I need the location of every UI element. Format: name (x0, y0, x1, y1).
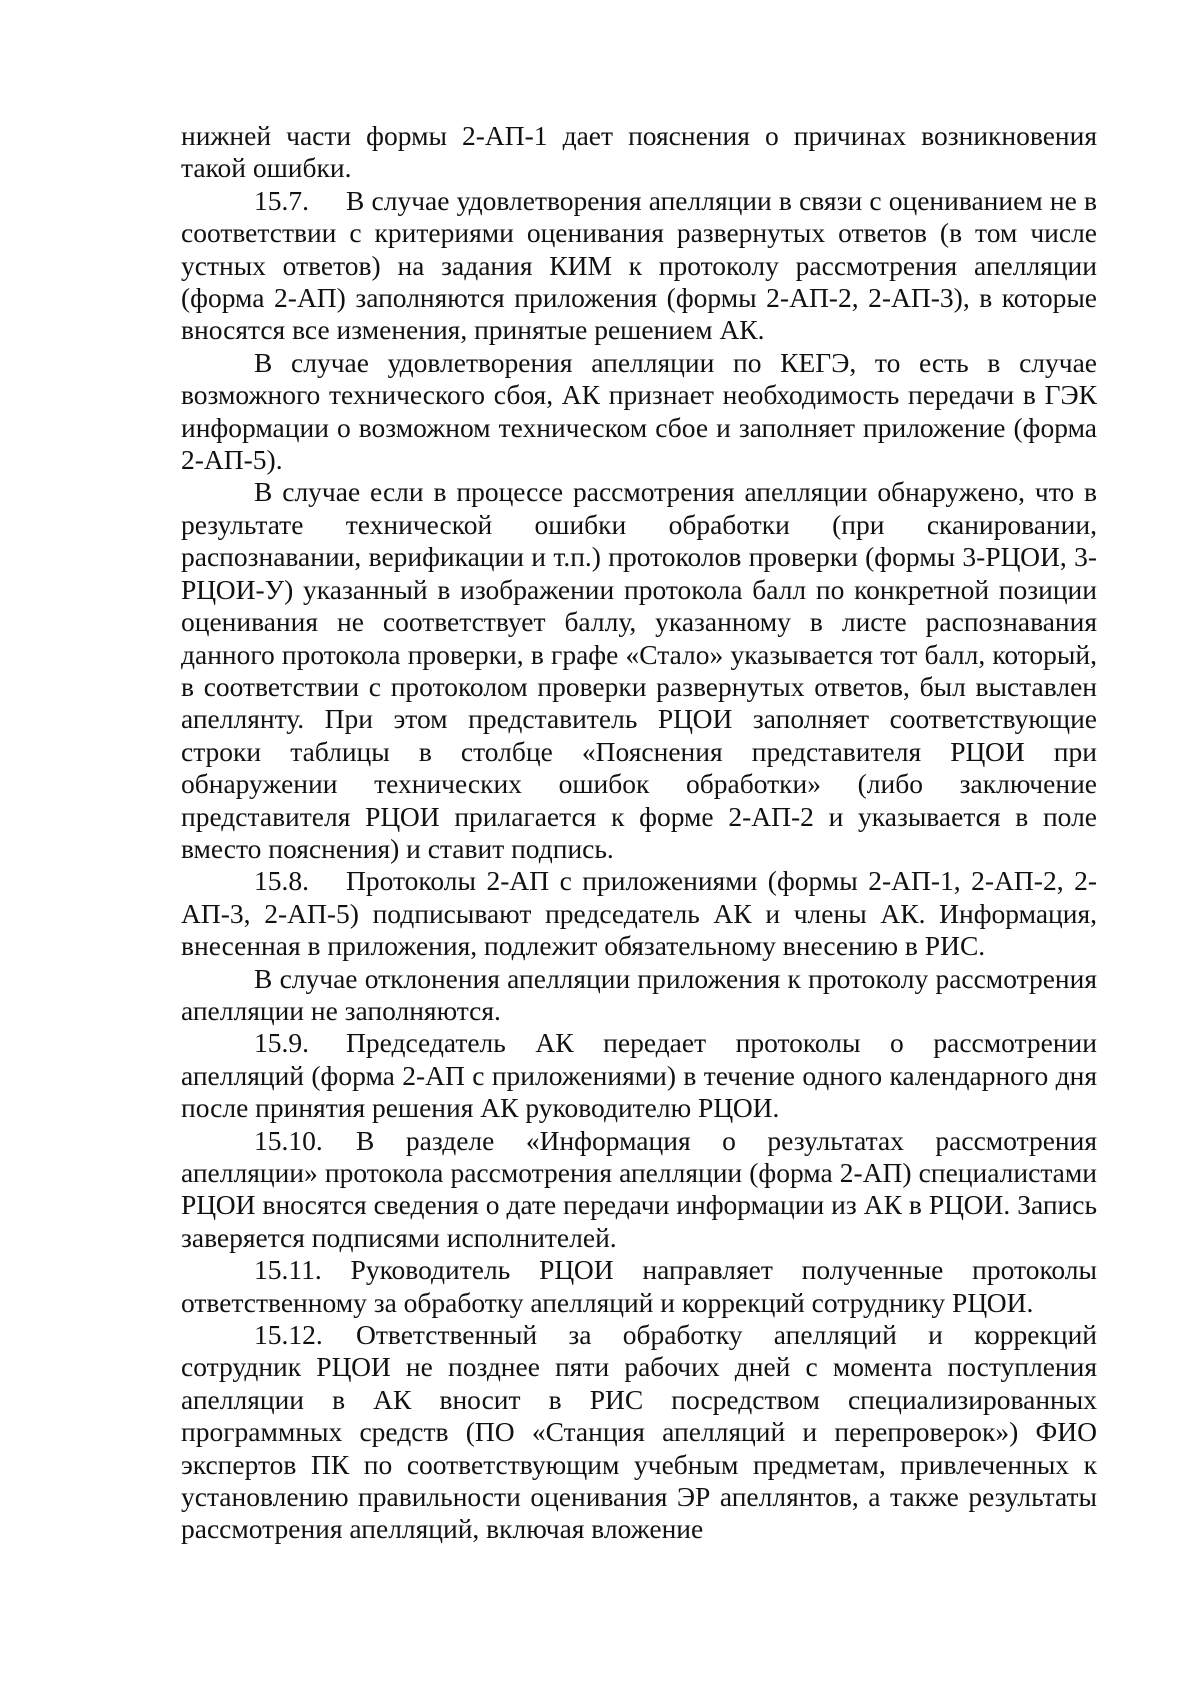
paragraph-number: 15.9. (254, 1027, 309, 1059)
paragraph-text: В случае удовлетворения апелляции в связи с оцениванием не в соответствии с критериями оценивания развернутых ответов (в том числе устных ответов) на задания КИМ к протоколу рассмотрения апелляции (форма 2-АП) заполняются приложения (формы 2-АП-2, 2-АП-3), в которые вносятся все изменения, принятые решением АК. (181, 184, 1097, 346)
paragraph-text: Председатель АК передает протоколы о рассмотрении апелляций (форма 2-АП с приложениями) в течение одного календарного дня после принятия решения АК руководителю РЦОИ. (181, 1027, 1097, 1124)
paragraph-15-8 (181, 865, 1097, 962)
paragraph-15-7 (181, 185, 1097, 347)
paragraph-number: 15.7. (254, 184, 309, 216)
paragraph-15-10 (181, 1125, 1097, 1255)
paragraph-text: В случае отклонения апелляции приложения к протоколу рассмотрения апелляции не заполняются. (181, 962, 1097, 1026)
paragraph-15-11 (181, 1254, 1097, 1319)
paragraph-text: Ответственный за обработку апелляций и коррекций сотрудник РЦОИ не позднее пяти рабочих дней с момента поступления апелляции в АК вносит в РИС посредством специализированных программных средств (ПО «Станция апелляций и перепроверок») ФИО экспертов ПК по соответствующим учебным предметам, привлеченных к установлению правильности оценивания ЭР апеллянтов, а также результаты рассмотрения апелляций, включая вложение (181, 1319, 1097, 1545)
paragraph-number: 15.11. (254, 1254, 322, 1286)
paragraph-kege (181, 347, 1097, 477)
paragraph-text: В разделе «Информация о результатах рассмотрения апелляции» протокола рассмотрения апелляции (форма 2-АП) специалистами РЦОИ вносятся сведения о дате передачи информации из АК в РЦОИ. Запись заверяется подписями исполнителей. (181, 1124, 1097, 1253)
paragraph-text: Протоколы 2-АП с приложениями (формы 2-АП-1, 2-АП-2, 2-АП-3, 2-АП-5) подписывают председатель АК и члены АК. Информация, внесенная в приложения, подлежит обязательному внесению в РИС. (181, 865, 1097, 962)
paragraph-technical-error (181, 476, 1097, 865)
paragraph-text: В случае если в процессе рассмотрения апелляции обнаружено, что в результате технической ошибки обработки (при сканировании, распознавании, верификации и т.п.) протоколов проверки (формы 3-РЦОИ, 3-РЦОИ-У) указанный в изображении протокола балл по конкретной позиции оценивания не соответствует баллу, указанному в листе распознавания данного протокола проверки, в графе «Стало» указывается тот балл, который, в соответствии с протоколом проверки развернутых ответов, был выставлен апеллянту. При этом представитель РЦОИ заполняет соответствующие строки таблицы в столбце «Пояснения представителя РЦОИ при обнаружении технических ошибок обработки» (либо заключение представителя РЦОИ прилагается к форме 2-АП-2 и указывается в поле вместо пояснения) и ставит подпись. (181, 476, 1097, 864)
paragraph-15-12 (181, 1319, 1097, 1546)
document-body (181, 120, 1097, 1546)
paragraph-continuation (181, 120, 1097, 185)
paragraph-text: нижней части формы 2-АП-1 дает пояснения о причинах возникновения такой ошибки. (181, 120, 1097, 184)
paragraph-rejection (181, 963, 1097, 1028)
paragraph-number: 15.12. (254, 1319, 323, 1351)
paragraph-number: 15.10. (254, 1124, 323, 1156)
paragraph-text: Руководитель РЦОИ направляет полученные протоколы ответственному за обработку апелляций и коррекций сотруднику РЦОИ. (181, 1254, 1097, 1318)
paragraph-number: 15.8. (254, 865, 309, 897)
paragraph-text: В случае удовлетворения апелляции по КЕГЭ, то есть в случае возможного технического сбоя, АК признает необходимость передачи в ГЭК информации о возможном техническом сбое и заполняет приложение (форма 2-АП-5). (181, 346, 1097, 476)
paragraph-15-9 (181, 1027, 1097, 1124)
